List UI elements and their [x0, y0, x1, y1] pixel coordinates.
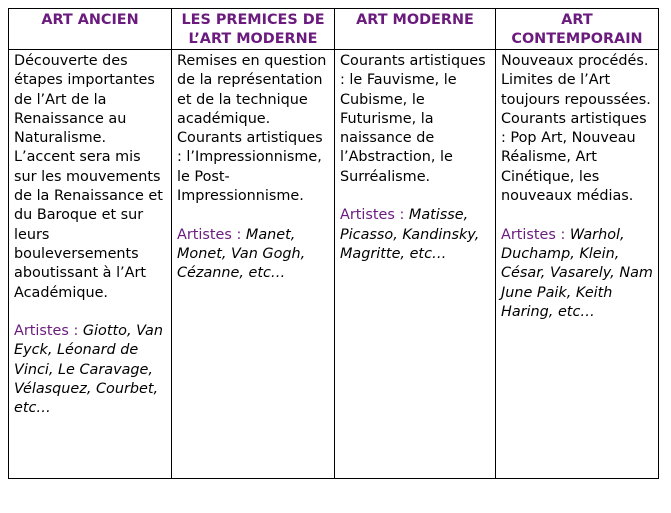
column-header-art-moderne: ART MODERNE — [335, 9, 496, 50]
description-art-contemporain: Nouveaux procédés. Limites de l’Art toujours repoussées. Courants artistiques : Pop Art, Nouveau Réalisme, Art Cinétique, les nouveaux médias. — [501, 53, 651, 205]
artists-list: Manet, Monet, Van Gogh, Cézanne, etc… — [177, 226, 306, 282]
artists-separator: : — [68, 323, 83, 340]
artists-label: Artistes — [501, 226, 556, 243]
artists-list: Giotto, Van Eyck, Léonard de Vinci, Le Caravage, Vélasquez, Courbet, etc… — [14, 323, 163, 417]
cell-art-moderne — [335, 50, 496, 479]
column-header-art-contemporain: ART CONTEMPORAIN — [496, 9, 659, 50]
artists-label: Artistes — [177, 226, 232, 243]
content-row — [9, 50, 659, 479]
artists-list: Warhol, Duchamp, Klein, César, Vasarely, Nam June Paik, Keith Haring, etc… — [501, 226, 653, 320]
description-art-moderne: Courants artistiques : le Fauvisme, le Cubisme, le Futurisme, la naissance de l’Abstraction, le Surréalisme. — [340, 53, 486, 185]
artists-art-contemporain — [501, 226, 653, 322]
cell-art-contemporain — [496, 50, 659, 479]
artists-premices-art-moderne — [177, 226, 329, 284]
artists-label: Artistes — [340, 207, 395, 224]
cell-premices-art-moderne — [172, 50, 335, 479]
artists-list: Matisse, Picasso, Kandinsky, Magritte, etc… — [340, 207, 480, 262]
artists-art-moderne — [340, 206, 490, 264]
cell-art-ancien — [9, 50, 172, 479]
column-header-premices-art-moderne: LES PREMICES DE L’ART MODERNE — [172, 9, 335, 50]
description-premices-art-moderne: Remises en question de la représentation et de la technique académique. Courants artistiques : l’Impressionnisme, le Post-Impressionnisme. — [177, 53, 327, 205]
artists-label: Artistes — [14, 323, 69, 340]
art-periods-table — [8, 8, 659, 479]
artists-separator: : — [231, 226, 246, 243]
artists-art-ancien — [14, 322, 166, 418]
artists-separator: : — [394, 207, 409, 224]
header-row — [9, 9, 659, 50]
column-header-art-ancien: ART ANCIEN — [9, 9, 172, 50]
art-history-table-container — [8, 8, 658, 497]
description-art-ancien: Découverte des étapes importantes de l’Art de la Renaissance au Naturalisme. L’accent sera mis sur les mouvements de la Renaissance et du Baroque et sur leurs bouleversements aboutissant à l’Art Académique. — [14, 53, 163, 301]
artists-separator: : — [555, 226, 570, 243]
